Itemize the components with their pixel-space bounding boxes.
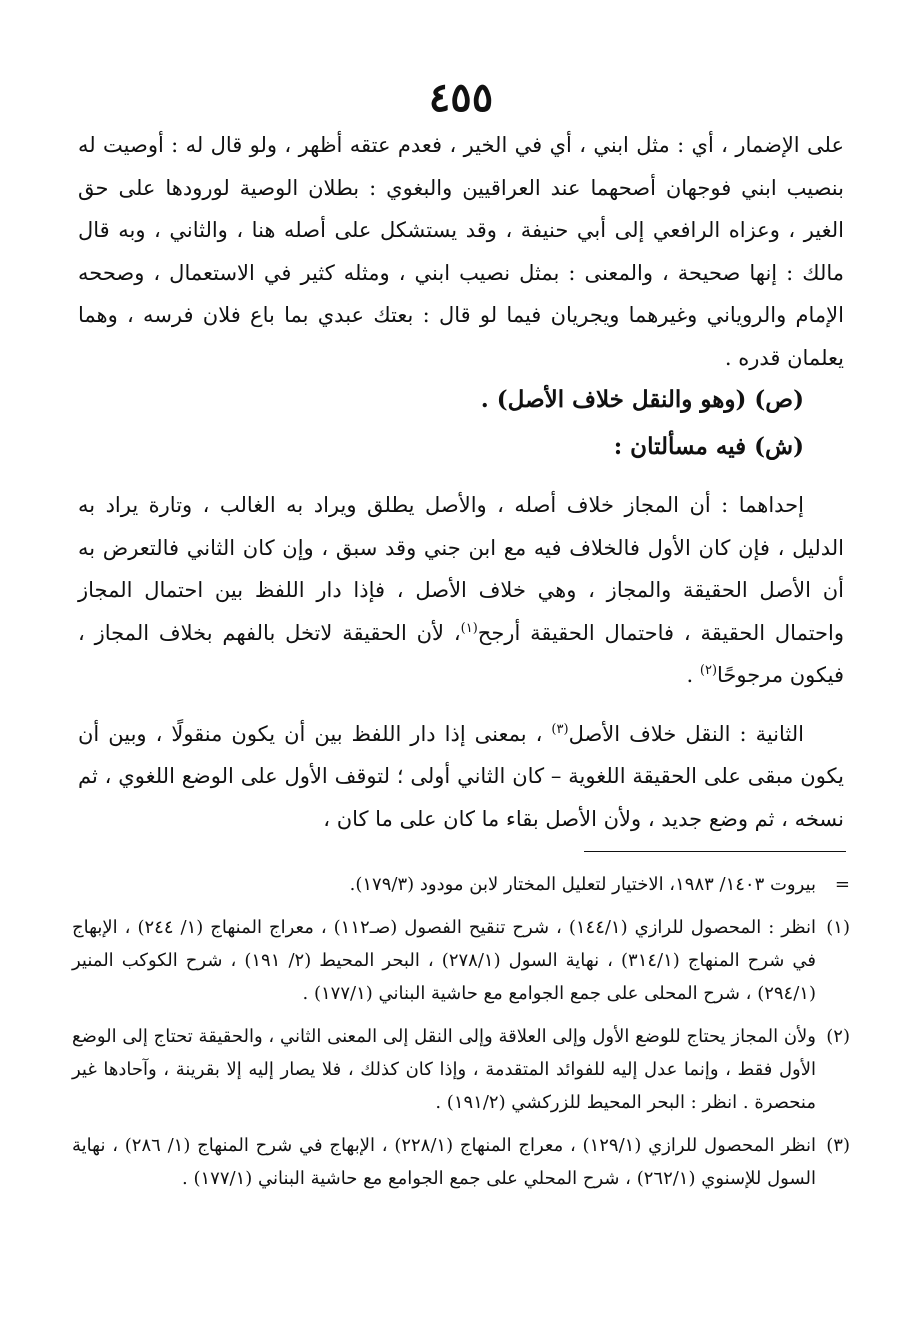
- page-number: ٤٥٥: [428, 74, 494, 121]
- footnote-continuation-marker: =: [834, 874, 850, 895]
- paragraph-first-issue-text-b: ، لأن الحقيقة لاتخل بالفهم بخلاف المجاز ، فيكون مرجوحًا: [78, 620, 844, 687]
- footnote-ref-1[interactable]: (١): [460, 620, 478, 636]
- paragraph-first-issue-text-a: إحداهما : أن المجاز خلاف أصله ، والأصل يطلق ويراد به الغالب ، وتارة يراد به الدليل ، فإن كان الأول فالخلاف فيه مع ابن جني وقد سبق ، وإن كان الثاني فالتعرض به أن الأصل الحقيقة والمجاز ، وهي خلاف الأصل ، فإذا دار اللفظ بين احتمال المجاز واحتمال الحقيقة ، فاحتمال الحقيقة أرجح: [78, 493, 845, 645]
- paragraph-first-issue-text-c: .: [686, 663, 694, 687]
- paragraph-first-issue: [78, 484, 844, 697]
- footnotes: [72, 868, 850, 1205]
- main-text: [78, 124, 844, 840]
- footnote-1: [72, 911, 850, 1010]
- footnote-2-text: ولأن المجاز يحتاج للوضع الأول وإلى العلاقة وإلى النقل إلى المعنى الثاني ، والحقيقة تحتاج إلى الوضع الأول فقط ، وإنما عدل إليه للفوائد المتقدمة ، وإذا كان كذلك ، فلا يصار إليه إلا بقرينة ، وآحادها غير منحصرة . انظر : البحر المحيط للزركشي (١٩١/٢) .: [72, 1026, 816, 1113]
- footnote-separator: [584, 851, 846, 852]
- paragraph-second-issue-text-b: ، بمعنى إذا دار اللفظ بين أن يكون منقولًا ، وبين أن يكون مبقى على الحقيقة اللغوية – كان الثاني أولى ؛ لتوقف الأول على الوضع اللغوي ، ثم نسخه ، ثم وضع جديد ، ولأن الأصل بقاء ما كان على ما كان ،: [78, 721, 844, 831]
- footnote-1-marker: (١): [826, 917, 850, 938]
- footnote-continuation: [72, 868, 850, 901]
- paragraph-second-issue: [78, 713, 844, 841]
- footnote-ref-2[interactable]: (٢): [699, 663, 718, 678]
- heading-sharh: (ش) فيه مسألتان :: [613, 432, 804, 460]
- footnote-3: [72, 1129, 850, 1195]
- footnote-3-marker: (٣): [826, 1135, 850, 1156]
- footnote-ref-3[interactable]: (٣): [551, 721, 569, 737]
- footnote-continuation-text: بيروت ١٤٠٣/ ١٩٨٣، الاختيار لتعليل المختار لابن مودود (١٧٩/٣).: [349, 874, 816, 895]
- footnote-1-text: انظر : المحصول للرازي (١٤٤/١) ، شرح تنقيح الفصول (صـ١١٢) ، معراج المنهاج (١/ ٢٤٤) ، الإبهاج في شرح المنهاج (٣١٤/١) ، نهاية السول (٢٧٨/١) ، البحر المحيط (٢/ ١٩١) ، شرح الكوكب المنير (٢٩٤/١) ، شرح المحلى على جمع الجوامع مع حاشية البناني (١٧٧/١) .: [72, 917, 817, 1004]
- paragraph-1: على الإضمار ، أي : مثل ابني ، أي في الخير ، فعدم عتقه أظهر ، ولو قال له : أوصيت له بنصيب ابني فوجهان أصحهما عند العراقيين والبغوي : بطلان الوصية لورودها على حق الغير ، وعزاه الرافعي إلى أبي حنيفة ، وقد يستشكل على أصله هنا ، والثاني ، وبه قال مالك : إنها صحيحة ، والمعنى : بمثل نصيب ابني ، ومثله كثير في الاستعمال ، وصححه الإمام والروياني وغيرهما ويجريان فيما لو قال : بعتك عبدي بما باع فلان فرسه ، وهما يعلمان قدره .: [78, 133, 844, 370]
- footnote-2-marker: (٢): [826, 1026, 850, 1047]
- paragraph-second-issue-text-a: الثانية : النقل خلاف الأصل: [568, 721, 804, 746]
- footnote-3-text: انظر المحصول للرازي (١٢٩/١) ، معراج المنهاج (٢٢٨/١) ، الإبهاج في شرح المنهاج (١/ ٢٨٦) ، نهاية السول للإسنوي (٢٦٢/١) ، شرح المحلي على جمع الجوامع مع حاشية البناني (١٧٧/١) .: [72, 1135, 816, 1189]
- footnote-2: [72, 1020, 850, 1119]
- heading-matn: (ص) (وهو والنقل خلاف الأصل) .: [480, 386, 804, 413]
